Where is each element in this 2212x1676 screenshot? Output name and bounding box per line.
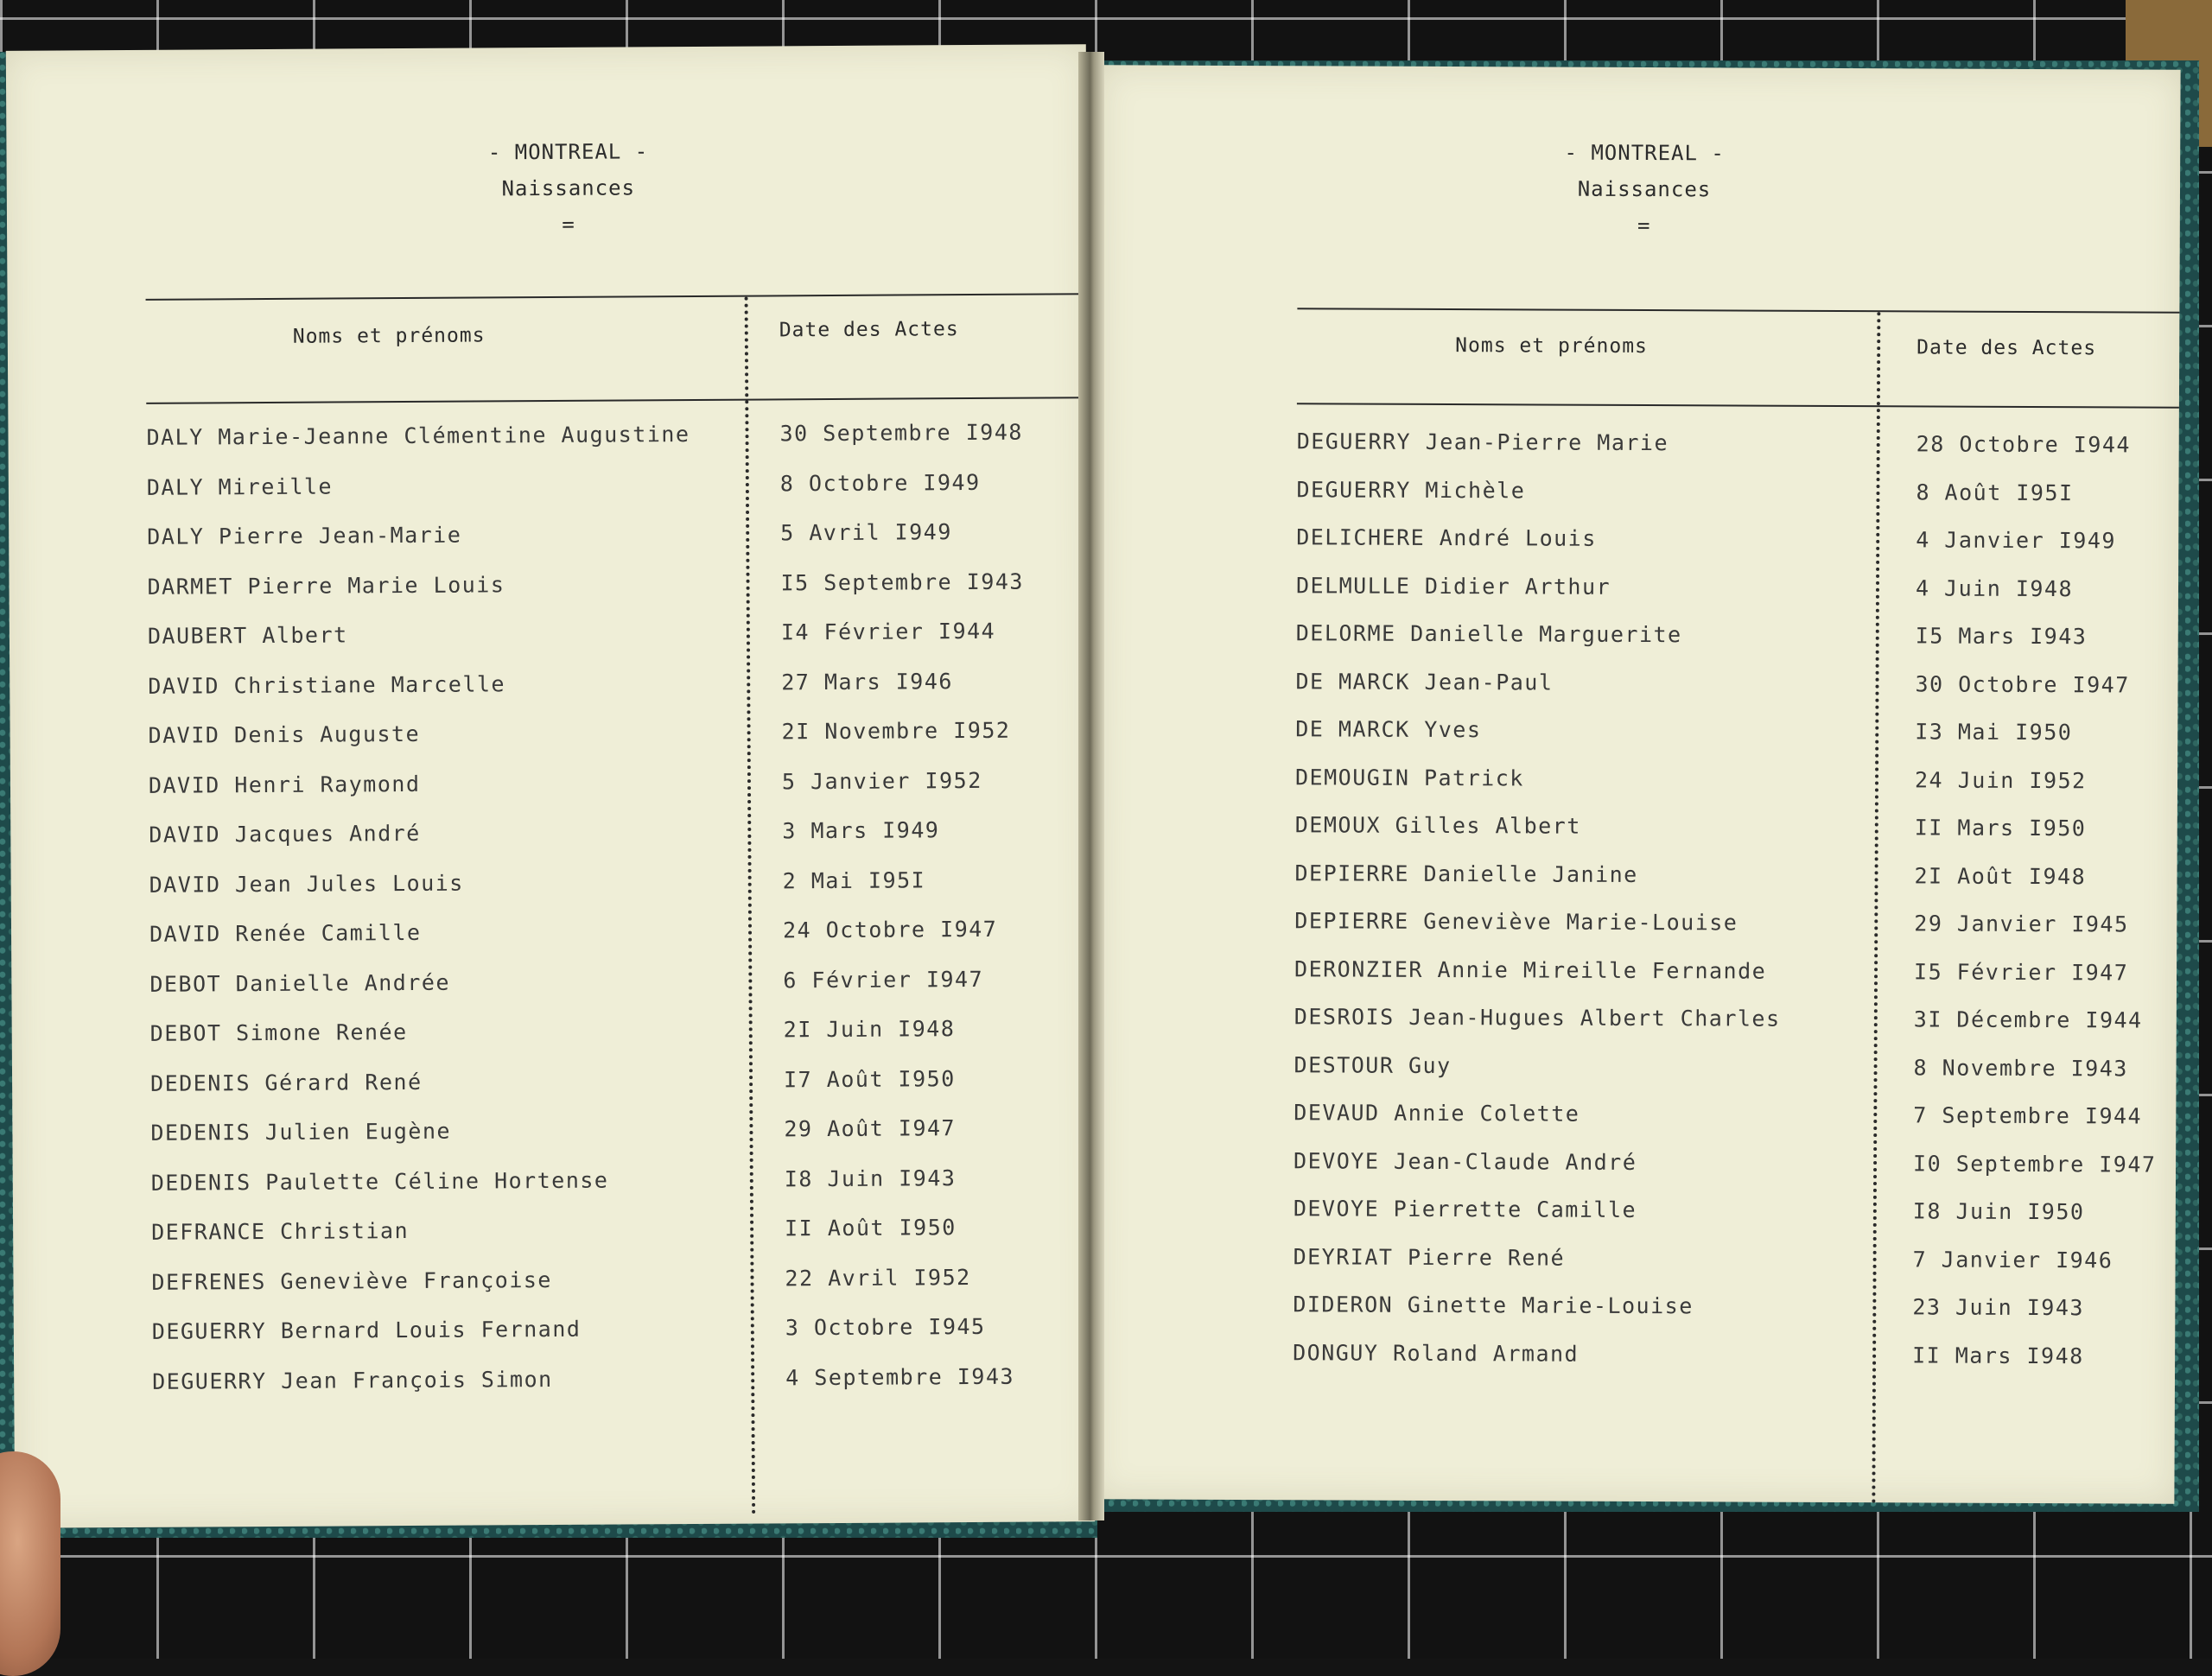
entry-date: 3 Mars I949 <box>782 817 940 844</box>
table-row <box>13 1165 1093 1206</box>
table-header-rule <box>146 397 1088 404</box>
entry-date: 8 Août I95I <box>1916 479 2074 505</box>
entry-name: DE MARCK Jean-Paul <box>1295 668 1554 695</box>
entry-date: I5 Mars I943 <box>1915 623 2088 650</box>
entry-date: II Mars I950 <box>1914 815 2087 841</box>
holding-thumb <box>0 1451 60 1676</box>
entry-name: DEDENIS Paulette Céline Hortense <box>150 1167 609 1196</box>
entry-name: DAVID Henri Raymond <box>148 771 421 798</box>
entry-date: I5 Février I947 <box>1913 958 2129 985</box>
entry-date: II Août I950 <box>785 1215 957 1241</box>
entry-name: DEFRANCE Christian <box>151 1218 410 1245</box>
entry-name: DERONZIER Annie Mireille Fernande <box>1294 955 1767 984</box>
right-page <box>1094 65 2180 1503</box>
entry-date: 2I Juin I948 <box>783 1016 956 1043</box>
table-row <box>14 1313 1094 1355</box>
table-row <box>8 419 1088 460</box>
table-row <box>1096 1147 2176 1186</box>
entry-name: DE MARCK Yves <box>1295 716 1482 743</box>
entry-date: I4 Février I944 <box>780 618 996 645</box>
city-title: - MONTREAL - <box>487 139 649 165</box>
table-row <box>10 767 1090 809</box>
entry-name: DELMULLE Didier Arthur <box>1295 572 1611 600</box>
table-top-rule <box>146 293 1088 301</box>
entry-date: 4 Septembre I943 <box>785 1363 1015 1390</box>
entry-date: 7 Janvier I946 <box>1912 1246 2113 1273</box>
entry-name: DONGUY Roland Armand <box>1293 1339 1580 1367</box>
entry-name: DEVAUD Annie Colette <box>1294 1100 1580 1127</box>
names-column-header: Noms et prénoms <box>1455 334 1648 359</box>
register-subtitle: Naissances <box>501 175 636 201</box>
table-row <box>1096 1051 2176 1090</box>
table-row <box>12 1065 1092 1107</box>
entry-name: DELICHERE André Louis <box>1296 524 1597 551</box>
entry-date: 2I Août I948 <box>1914 862 2087 889</box>
entry-date: I8 Juin I943 <box>784 1165 957 1191</box>
table-row <box>10 668 1090 709</box>
entry-name: DEGUERRY Jean-Pierre Marie <box>1296 429 1669 456</box>
entry-name: DESTOUR Guy <box>1294 1051 1452 1078</box>
entry-name: DARMET Pierre Marie Louis <box>147 571 505 600</box>
table-row <box>11 916 1091 957</box>
entry-date: 30 Septembre I948 <box>779 419 1023 447</box>
entry-date: II Mars I948 <box>1912 1342 2084 1368</box>
entry-name: DELORME Danielle Marguerite <box>1295 620 1682 648</box>
entry-date: I0 Septembre I947 <box>1913 1150 2157 1178</box>
table-row <box>1098 619 2178 658</box>
table-row <box>1097 811 2177 850</box>
table-row <box>12 1015 1092 1057</box>
entry-date: 28 Octobre I944 <box>1916 431 2132 458</box>
entry-name: DEMOUGIN Patrick <box>1294 764 1524 790</box>
table-row <box>9 568 1089 610</box>
entry-date: I7 Août I950 <box>783 1065 956 1092</box>
entry-date: 8 Novembre I943 <box>1913 1054 2128 1081</box>
entry-date: 24 Juin I952 <box>1914 766 2087 793</box>
city-title: - MONTREAL - <box>1564 140 1725 166</box>
left-page <box>6 44 1095 1528</box>
entry-name: DESROIS Jean-Hugues Albert Charles <box>1294 1004 1781 1032</box>
entry-name: DALY Pierre Jean-Marie <box>147 522 462 549</box>
header-mark: = <box>562 212 575 237</box>
entry-date: I5 Septembre I943 <box>780 568 1025 595</box>
entry-date: 23 Juin I943 <box>1912 1294 2085 1321</box>
table-row <box>1099 428 2179 467</box>
entry-date: 8 Octobre I949 <box>779 469 981 496</box>
entry-name: DEDENIS Gérard René <box>150 1069 423 1096</box>
table-row <box>14 1363 1094 1405</box>
table-row <box>9 518 1089 560</box>
table-row <box>10 717 1090 759</box>
entry-date: 2 Mai I95I <box>782 867 926 893</box>
entry-name: DAVID Renée Camille <box>149 919 422 947</box>
table-row <box>1096 955 2177 994</box>
entry-date: 3 Octobre I945 <box>785 1313 986 1341</box>
entry-name: DEBOT Danielle Andrée <box>149 969 451 997</box>
table-row <box>12 1114 1092 1156</box>
entry-name: DEPIERRE Danielle Janine <box>1294 860 1638 887</box>
table-row <box>13 1214 1093 1255</box>
entry-name: DEGUERRY Michèle <box>1296 476 1526 503</box>
table-row <box>1095 1339 2175 1378</box>
entry-name: DAUBERT Albert <box>147 622 348 649</box>
entry-date: 5 Avril I949 <box>780 519 952 546</box>
register-subtitle: Naissances <box>1577 176 1712 202</box>
entry-date: 29 Janvier I945 <box>1914 911 2129 937</box>
entry-date: 2I Novembre I952 <box>781 717 1011 745</box>
table-top-rule <box>1297 308 2179 313</box>
table-row <box>1098 524 2178 562</box>
entry-date: 27 Mars I946 <box>781 668 953 695</box>
table-row <box>10 618 1090 659</box>
entry-name: DEPIERRE Geneviève Marie-Louise <box>1294 908 1738 936</box>
entry-name: DEDENIS Julien Eugène <box>150 1118 452 1146</box>
table-row <box>1095 1291 2175 1330</box>
entry-name: DEGUERRY Bernard Louis Fernand <box>151 1316 582 1344</box>
entry-name: DALY Marie-Jeanne Clémentine Augustine <box>146 422 690 450</box>
dates-column-header: Date des Actes <box>779 318 959 342</box>
entry-name: DEFRENES Geneviève Françoise <box>151 1267 553 1295</box>
entry-date: 3I Décembre I944 <box>1913 1006 2143 1033</box>
table-row <box>1097 764 2177 803</box>
header-mark: = <box>1637 213 1651 238</box>
table-row <box>1096 907 2177 946</box>
entry-name: DEGUERRY Jean François Simon <box>152 1366 553 1394</box>
entry-name: DIDERON Ginette Marie-Louise <box>1293 1292 1694 1319</box>
table-row <box>11 867 1091 908</box>
table-row <box>11 966 1091 1007</box>
entry-name: DEYRIAT Pierre René <box>1293 1243 1566 1271</box>
page-header <box>352 132 785 244</box>
table-row <box>1096 1195 2176 1234</box>
entry-date: I3 Mai I950 <box>1915 719 2073 746</box>
entry-date: 7 Septembre I944 <box>1913 1102 2143 1129</box>
entry-name: DAVID Christiane Marcelle <box>148 670 506 699</box>
table-row <box>1098 572 2178 611</box>
table-row <box>9 469 1089 511</box>
table-row <box>1097 715 2177 754</box>
table-row <box>13 1264 1093 1305</box>
table-row <box>1096 1099 2176 1138</box>
names-column-header: Noms et prénoms <box>292 324 486 348</box>
entry-date: 22 Avril I952 <box>785 1264 971 1291</box>
dates-column-header: Date des Actes <box>1916 336 2097 360</box>
entry-date: 6 Février I947 <box>783 966 984 993</box>
table-row <box>1097 668 2177 707</box>
entry-date: 5 Janvier I952 <box>781 767 982 794</box>
entry-name: DAVID Jacques André <box>149 820 421 848</box>
entry-name: DEBOT Simone Renée <box>149 1019 408 1046</box>
entry-name: DAVID Jean Jules Louis <box>149 870 464 898</box>
table-row <box>10 816 1090 858</box>
entry-name: DEVOYE Jean-Claude André <box>1294 1147 1637 1175</box>
table-row <box>1098 476 2178 515</box>
table-row <box>1096 1243 2176 1282</box>
entry-name: DAVID Denis Auguste <box>148 721 421 748</box>
entry-date: 24 Octobre I947 <box>782 916 998 943</box>
entry-date: 4 Juin I948 <box>1915 575 2074 601</box>
entry-date: 29 Août I947 <box>784 1115 957 1142</box>
table-header-rule <box>1297 403 2179 408</box>
entry-date: 4 Janvier I949 <box>1916 527 2117 554</box>
entry-date: I8 Juin I950 <box>1912 1198 2085 1225</box>
book-gutter <box>1078 52 1104 1520</box>
entry-name: DEMOUX Gilles Albert <box>1294 812 1581 839</box>
entry-name: DALY Mireille <box>146 473 334 500</box>
table-row <box>1096 860 2177 898</box>
page-header <box>1428 134 1861 244</box>
entry-date: 30 Octobre I947 <box>1915 670 2130 697</box>
table-row <box>1096 1003 2177 1042</box>
entry-name: DEVOYE Pierrette Camille <box>1293 1196 1637 1223</box>
